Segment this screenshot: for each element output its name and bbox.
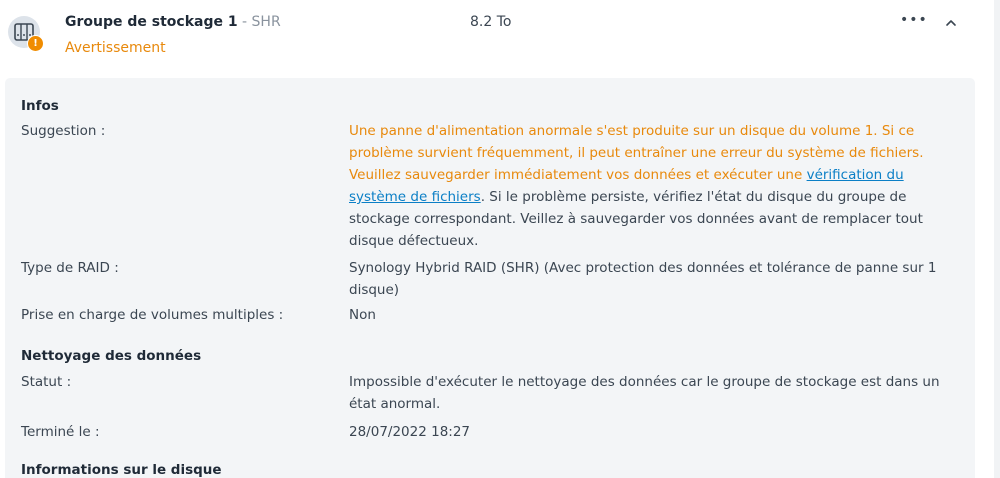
storage-pool-header[interactable] — [0, 0, 1000, 72]
section-title-scrubbing: Nettoyage des données — [21, 348, 202, 364]
storage-pool-name: Groupe de stockage 1 — [65, 14, 238, 30]
raid-type-value: Synology Hybrid RAID (SHR) (Avec protection des données et tolérance de panne sur 1 disque) — [349, 260, 937, 298]
warning-badge-icon: ! — [27, 35, 44, 52]
more-options-button[interactable]: ••• — [900, 12, 928, 28]
multi-volume-label: Prise en charge de volumes multiples : — [21, 307, 284, 323]
suggestion-rest-text: . Si le problème persiste, vérifiez l'état du disque du groupe de stockage correspondant. Veillez à sauvegarder vos données avant de remplacer tout disque défectueux. — [349, 189, 923, 249]
scrubbing-status-label: Statut : — [21, 374, 72, 390]
storage-pool-title — [65, 14, 281, 30]
storage-pool-type: SHR — [251, 14, 281, 30]
scrubbing-status-value: Impossible d'exécuter le nettoyage des données car le groupe de stockage est dans un état anormal. — [349, 374, 940, 412]
storage-pool-status: Avertissement — [65, 40, 166, 56]
details-panel — [5, 78, 975, 478]
storage-pool-separator: - — [237, 14, 252, 30]
finished-value: 28/07/2022 18:27 — [349, 424, 471, 440]
filesystem-check-link[interactable]: vérification du système de fichiers — [349, 167, 904, 205]
suggestion-label: Suggestion : — [21, 123, 106, 139]
raid-type-label: Type de RAID : — [21, 260, 119, 276]
suggestion-warning-text: Une panne d'alimentation anormale s'est produite sur un disque du volume 1. Si ce problème survient fréquemment, il peut entraîner une erreur du système de fichiers. Veuillez sauvegarder immédiatement vos données et exécuter une — [349, 123, 924, 183]
section-title-infos: Infos — [21, 98, 59, 114]
multi-volume-value: Non — [349, 307, 376, 323]
storage-pool-icon-wrap — [8, 16, 44, 52]
chevron-up-icon — [942, 14, 960, 32]
scrollbar[interactable] — [994, 0, 1000, 478]
suggestion-value — [349, 120, 964, 252]
finished-label: Terminé le : — [21, 424, 100, 440]
storage-pool-size: 8.2 To — [470, 14, 512, 30]
section-title-disk-info: Informations sur le disque — [21, 462, 222, 478]
collapse-button[interactable] — [942, 14, 960, 32]
